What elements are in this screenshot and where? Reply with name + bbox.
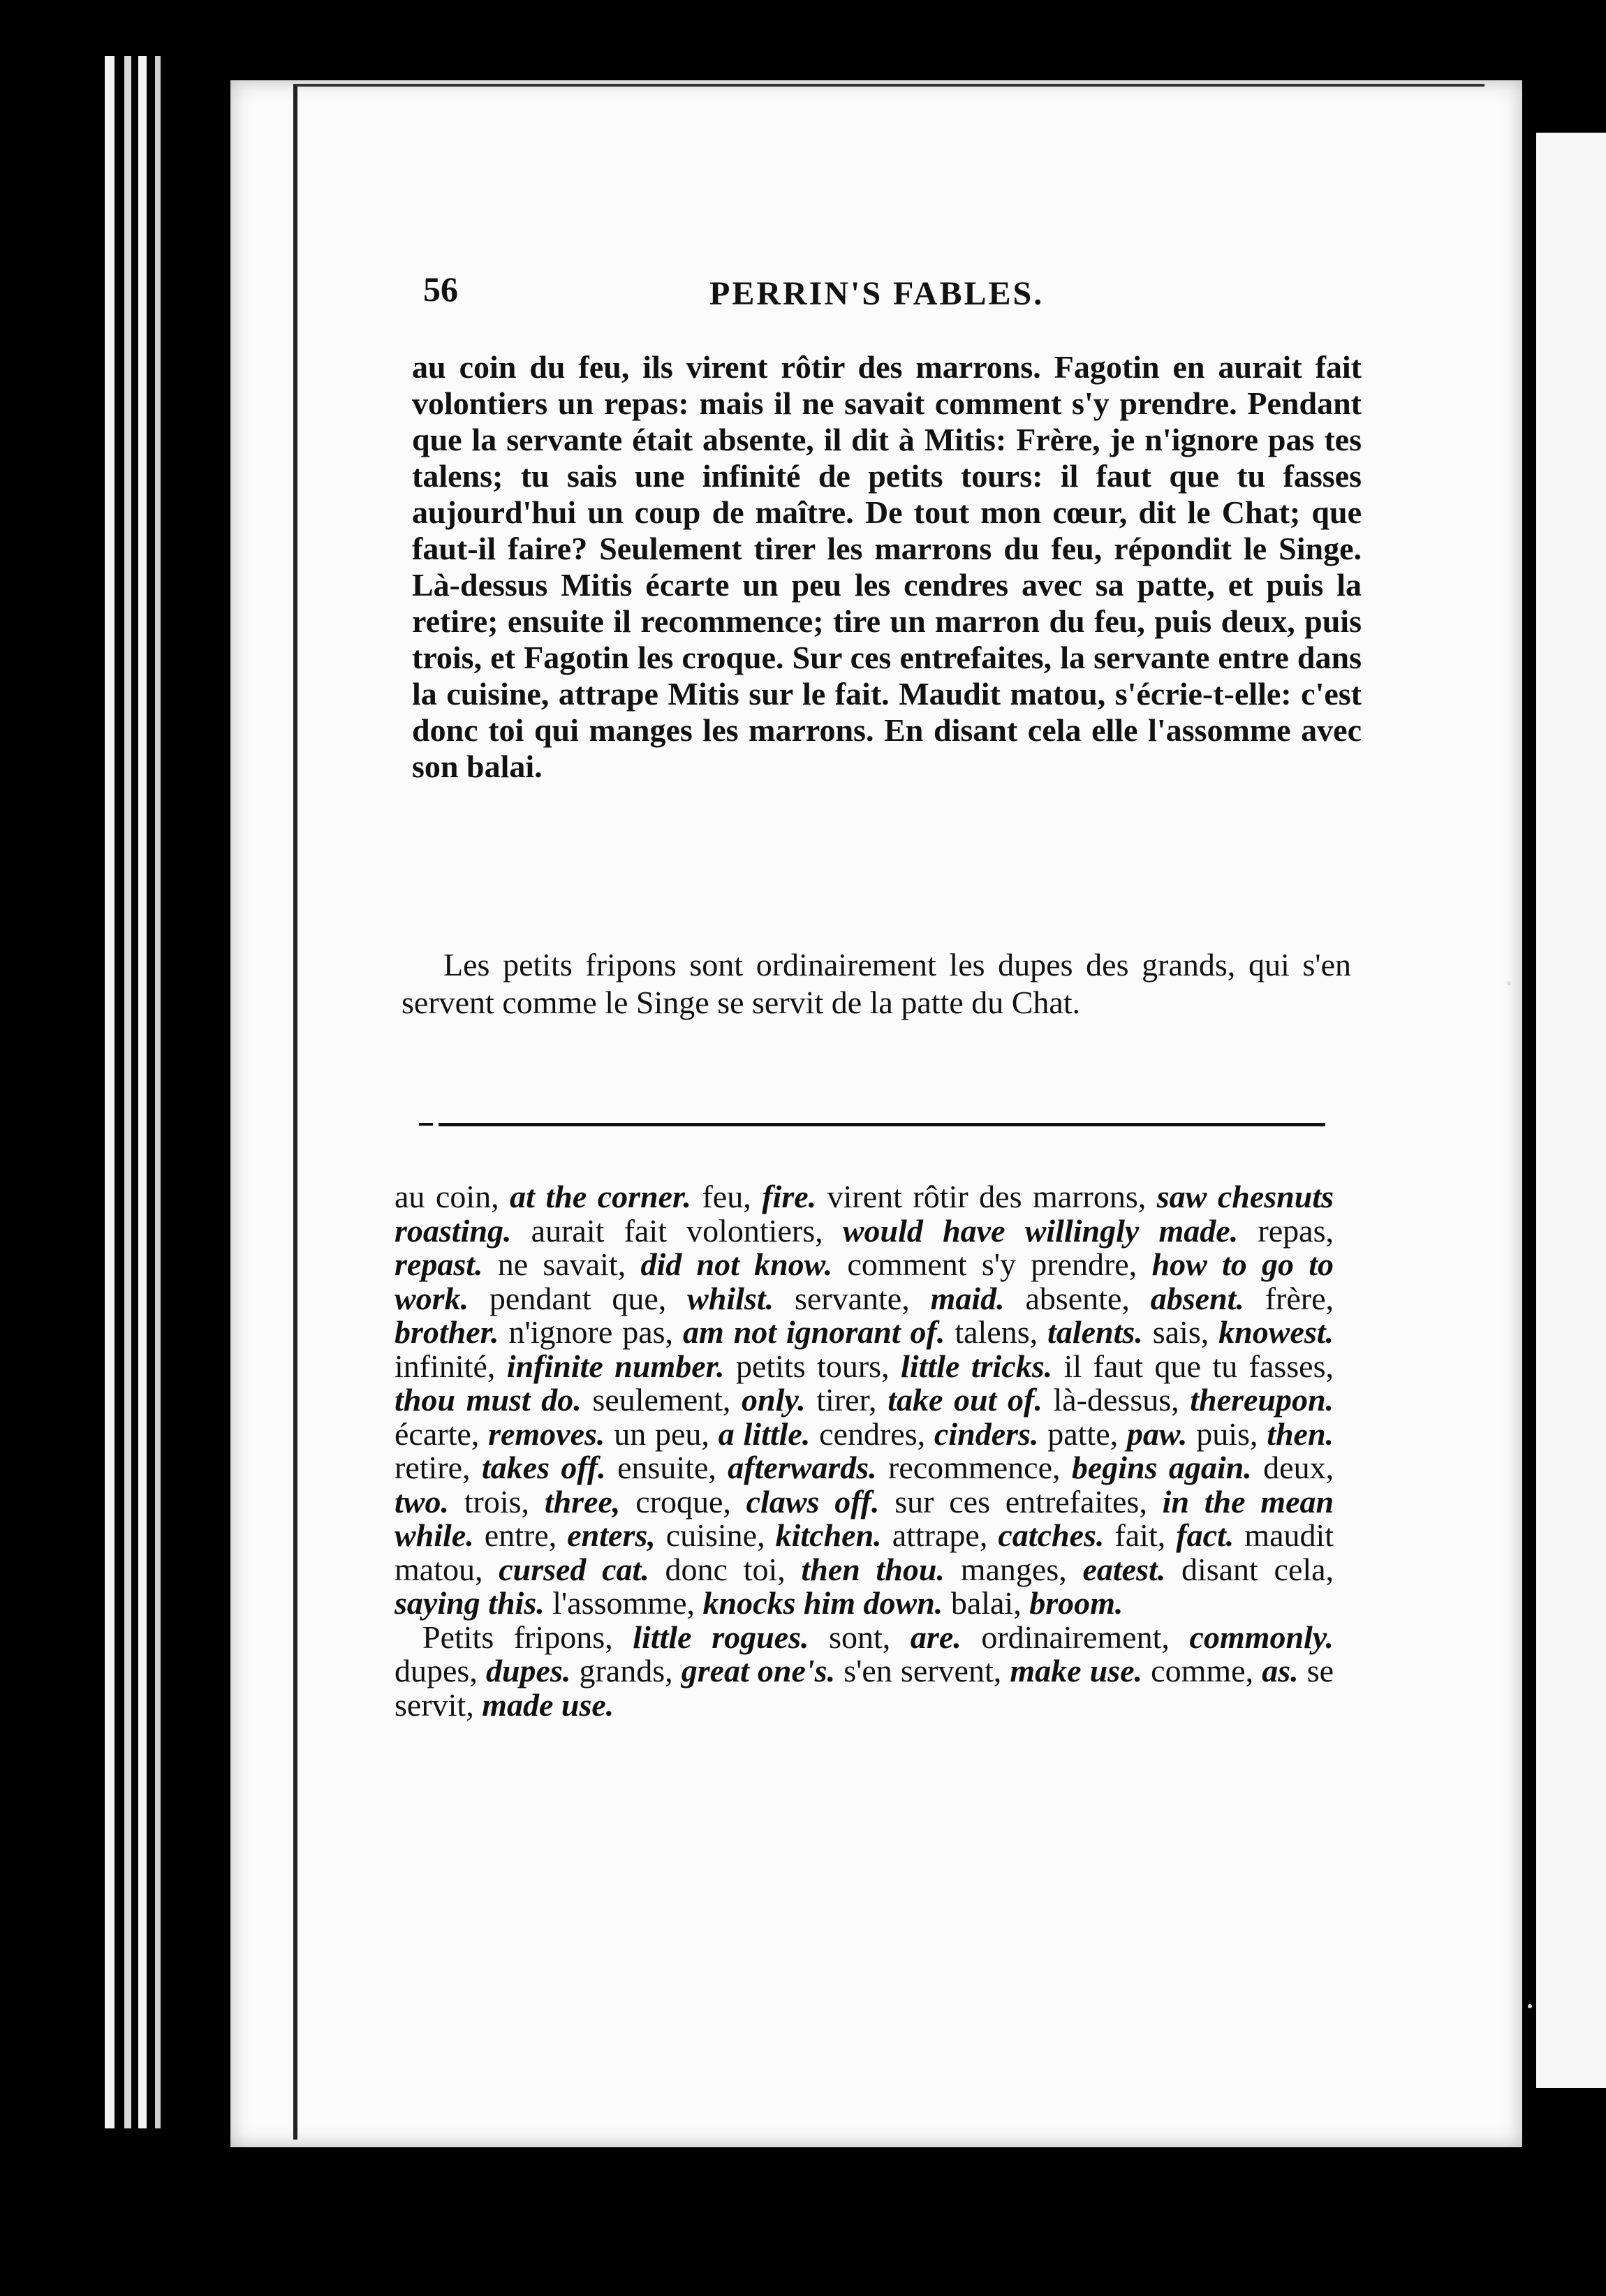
glossary-english-gloss: maid. [930, 1280, 1005, 1316]
glossary-english-gloss: broom. [1029, 1585, 1124, 1621]
glossary-english-gloss: saying this. [395, 1585, 545, 1621]
glossary-english-gloss: knowest. [1218, 1314, 1334, 1350]
glossary-french-term: frère, [1265, 1280, 1334, 1316]
glossary-french-term: comment s'y prendre, [847, 1246, 1137, 1282]
glossary-french-term: deux, [1263, 1450, 1334, 1485]
glossary-french-term: recommence, [888, 1450, 1061, 1485]
glossary-english-gloss: made use. [482, 1686, 614, 1723]
glossary-english-gloss: afterwards. [728, 1450, 877, 1485]
facing-page-sliver [1536, 133, 1606, 2088]
glossary-english-gloss: catches. [998, 1517, 1105, 1553]
glossary-french-term: s'en servent, [843, 1653, 1002, 1688]
glossary-french-term: seulement, [592, 1382, 731, 1418]
glossary-english-gloss: thou must do. [395, 1382, 582, 1418]
glossary-english-gloss: knocks him down. [702, 1585, 943, 1621]
running-title: PERRIN'S FABLES. [709, 275, 1045, 312]
glossary-english-gloss: commonly. [1189, 1619, 1334, 1655]
glossary-english-gloss: talents. [1047, 1314, 1143, 1350]
glossary-french-term: cendres, [819, 1415, 926, 1452]
moral-text: Les petits fripons sont ordinairement les dupes des grands, qui s'en servent comme le Singe se servit de la patte du Chat. [402, 947, 1351, 1020]
glossary-french-term: sur ces entrefaites, [894, 1483, 1147, 1519]
book-edge-strip [124, 56, 131, 2128]
glossary-english-gloss: in the mean while. [395, 1483, 1334, 1553]
glossary-english-gloss: enters, [567, 1517, 656, 1553]
glossary-english-gloss: only. [742, 1382, 806, 1418]
glossary-french-term: ensuite, [617, 1450, 716, 1485]
glossary-french-term: sais, [1152, 1314, 1209, 1350]
section-rule [439, 1123, 1325, 1126]
glossary-english-gloss: saw chesnuts roasting. [395, 1179, 1334, 1249]
glossary-french-term: talens, [955, 1314, 1038, 1350]
glossary-english-gloss: begins again. [1071, 1450, 1252, 1485]
glossary-french-term: l'assomme, [552, 1585, 695, 1621]
glossary-french-term: sont, [829, 1619, 891, 1655]
glossary-french-term: disant cela, [1181, 1551, 1334, 1587]
glossary-french-term: maudit matou, [395, 1517, 1334, 1587]
glossary-french-term: se servit, [395, 1653, 1334, 1723]
glossary-paragraph [395, 1621, 1334, 1723]
glossary-french-term: puis, [1196, 1415, 1258, 1452]
glossary-french-term: manges, [960, 1551, 1067, 1587]
glossary-english-gloss: removes. [488, 1415, 605, 1452]
glossary-english-gloss: little tricks. [901, 1348, 1053, 1384]
glossary-french-term: cuisine, [665, 1517, 765, 1553]
glossary-french-term: retire, [395, 1450, 471, 1485]
glossary-english-gloss: repast. [395, 1246, 483, 1282]
glossary-french-term: attrape, [892, 1517, 988, 1553]
glossary-french-term: repas, [1258, 1212, 1334, 1249]
glossary-english-gloss: dupes. [485, 1653, 571, 1688]
glossary-english-gloss: as. [1262, 1653, 1299, 1688]
glossary-english-gloss: claws off. [746, 1483, 880, 1519]
glossary-french-term: feu, [702, 1179, 751, 1214]
glossary-paragraph [395, 1180, 1334, 1621]
book-edge-strip [155, 56, 161, 2128]
glossary-french-term: comme, [1151, 1653, 1254, 1688]
glossary-french-term: n'ignore pas, [508, 1314, 674, 1350]
glossary-french-term: ordinairement, [981, 1619, 1170, 1655]
glossary-french-term: là-dessus, [1053, 1382, 1179, 1418]
glossary-french-term: entre, [484, 1517, 557, 1553]
glossary-french-term: ne savait, [497, 1246, 626, 1282]
glossary-english-gloss: would have willingly made. [842, 1212, 1239, 1249]
page-header [423, 269, 1345, 325]
glossary-english-gloss: great one's. [681, 1653, 836, 1688]
glossary-french-term: balai, [950, 1585, 1022, 1621]
glossary-english-gloss: kitchen. [775, 1517, 882, 1553]
glossary-french-term: fait, [1114, 1517, 1166, 1553]
glossary-english-gloss: thereupon. [1190, 1382, 1334, 1418]
paper-speck [1507, 981, 1511, 985]
glossary-french-term: trois, [464, 1483, 530, 1519]
glossary-english-gloss: paw. [1126, 1415, 1188, 1452]
glossary-english-gloss: are. [910, 1619, 962, 1655]
rule-dash [419, 1123, 433, 1126]
glossary-french-term: virent rôtir des marrons, [827, 1179, 1147, 1214]
glossary-english-gloss: two. [395, 1483, 449, 1519]
glossary-french-term: patte, [1047, 1415, 1119, 1452]
glossary-english-gloss: fire. [762, 1179, 817, 1214]
glossary-english-gloss: cinders. [934, 1415, 1039, 1452]
glossary-english-gloss: did not know. [640, 1246, 833, 1282]
glossary-english-gloss: three, [544, 1483, 621, 1519]
glossary-english-gloss: take out of. [887, 1382, 1043, 1418]
glossary-english-gloss: eatest. [1082, 1551, 1166, 1587]
glossary-french-term: écarte, [395, 1415, 480, 1452]
glossary-english-gloss: infinite number. [506, 1348, 725, 1384]
glossary-english-gloss: cursed cat. [499, 1551, 649, 1587]
glossary-french-term: donc toi, [665, 1551, 786, 1587]
glossary-french-term: servante, [794, 1280, 910, 1316]
glossary-french-term: infinité, [395, 1348, 496, 1384]
glossary-english-gloss: fact. [1176, 1517, 1235, 1553]
vocabulary-glossary [395, 1180, 1334, 1722]
glossary-french-term: un peu, [614, 1415, 709, 1452]
glossary-english-gloss: absent. [1150, 1280, 1244, 1316]
book-edge-strip [105, 56, 115, 2128]
glossary-english-gloss: am not ignorant of. [682, 1314, 945, 1350]
glossary-english-gloss: a little. [718, 1415, 811, 1452]
glossary-english-gloss: whilst. [687, 1280, 774, 1316]
glossary-french-term: aurait fait volontiers, [531, 1212, 823, 1249]
glossary-french-term: Petits fripons, [422, 1619, 613, 1655]
glossary-english-gloss: at the corner. [510, 1179, 691, 1214]
glossary-french-term: pendant que, [489, 1280, 667, 1316]
glossary-french-term: il faut que tu fasses, [1063, 1348, 1334, 1384]
book-edge-strip [138, 56, 147, 2128]
fable-text: au coin du feu, ils virent rôtir des marrons. Fagotin en aurait fait volontiers un repas: mais il ne savait comment s'y prendre. Pendant que la servante était absente, il dit à Mitis: Frère, je n'ignore pas tes talens; tu sais une infinité de petits tours: il faut que tu fasses aujourd'hui un coup de maître. De tout mon cœur, dit le Chat; que faut-il faire? Seulement tirer les marrons du feu, répondit le Singe. Là-dessus Mitis écarte un peu les cendres avec sa patte, et puis la retire; ensuite il recommence; tire un marron du feu, puis deux, puis trois, et Fagotin les croque. Sur ces entrefaites, la servante entre dans la cuisine, attrape Mitis sur le fait. Maudit matou, s'écrie-t-elle: c'est donc toi qui manges les marrons. En disant cela elle l'assomme avec son balai. [412, 349, 1362, 784]
glossary-french-term: absente, [1025, 1280, 1130, 1316]
page-number: 56 [423, 270, 458, 309]
glossary-english-gloss: how to go to work. [395, 1246, 1334, 1316]
glossary-english-gloss: then. [1267, 1415, 1334, 1452]
glossary-english-gloss: make use. [1010, 1653, 1143, 1688]
glossary-french-term: petits tours, [735, 1348, 890, 1384]
glossary-french-term: grands, [579, 1653, 673, 1688]
paper-speck [1528, 2004, 1532, 2008]
glossary-french-term: tirer, [816, 1382, 877, 1418]
glossary-english-gloss: takes off. [481, 1450, 606, 1485]
glossary-english-gloss: then thou. [801, 1551, 945, 1587]
glossary-english-gloss: brother. [395, 1314, 499, 1350]
glossary-english-gloss: little rogues. [633, 1619, 809, 1655]
glossary-french-term: dupes, [395, 1653, 478, 1688]
glossary-french-term: au coin, [395, 1179, 499, 1214]
glossary-french-term: croque, [635, 1483, 731, 1519]
